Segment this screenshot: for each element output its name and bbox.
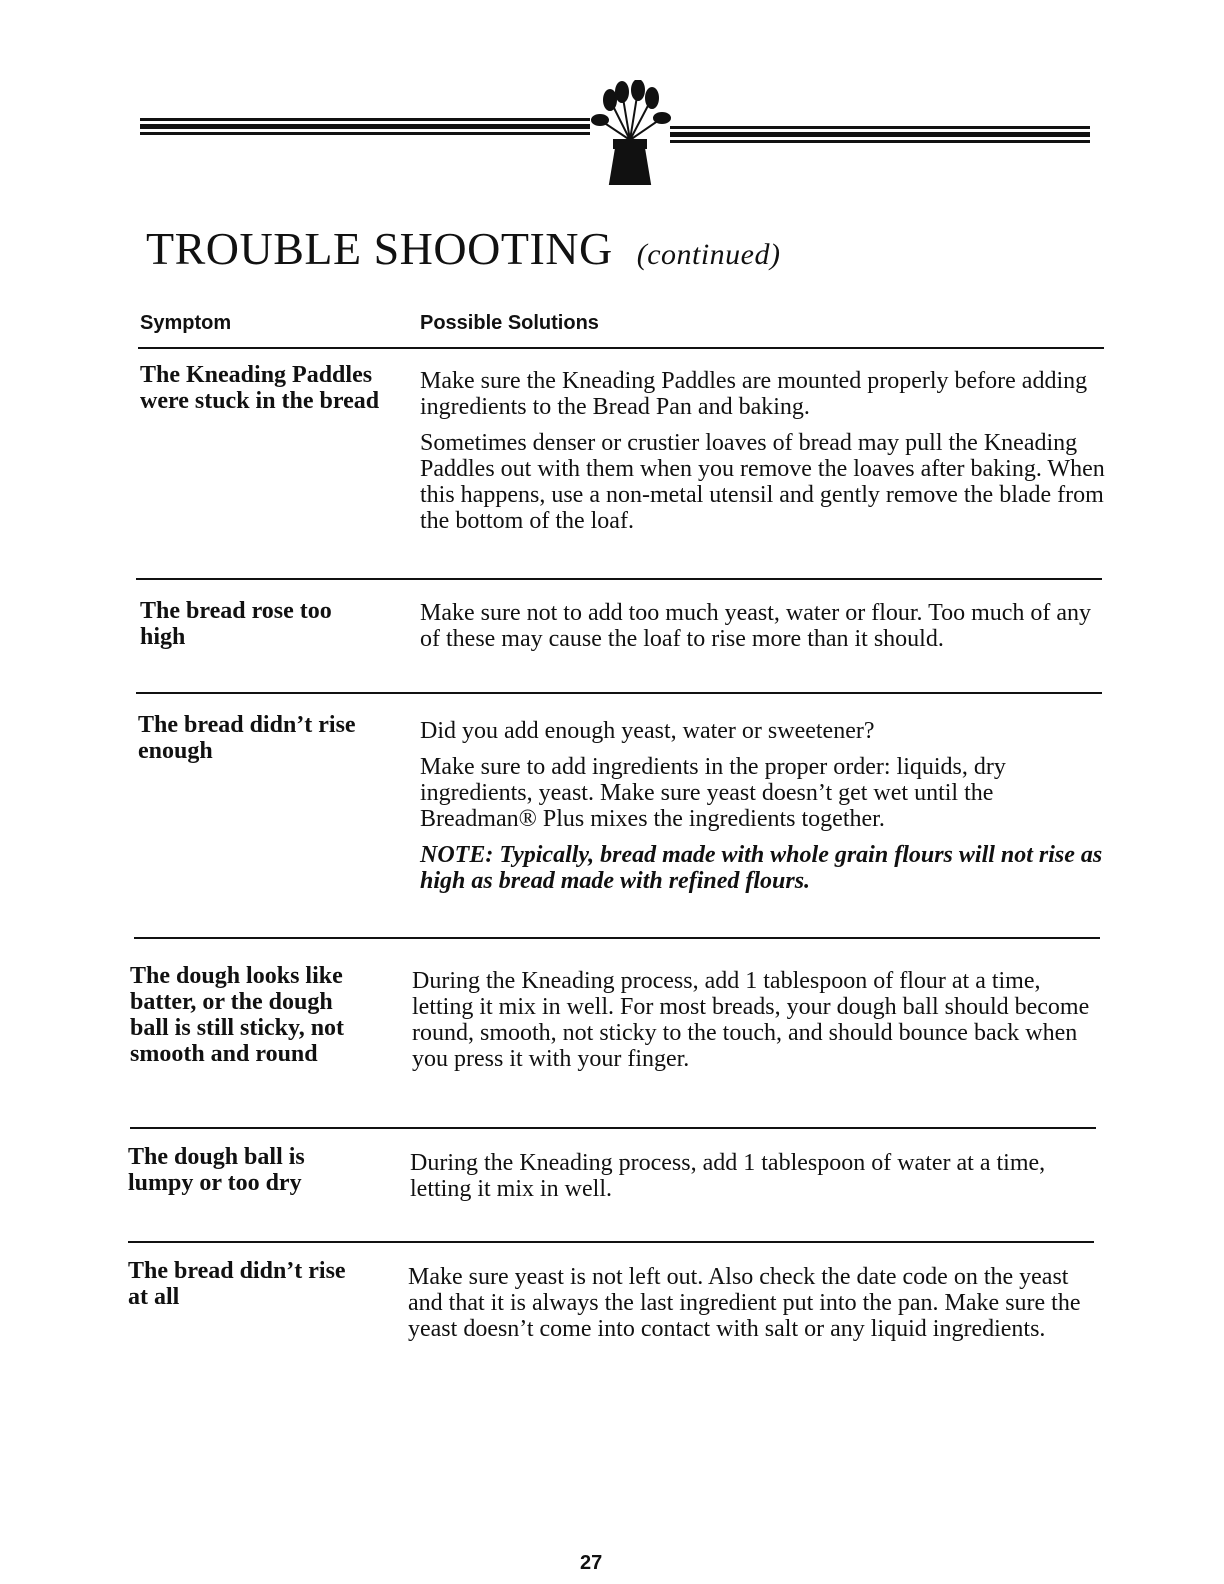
divider <box>138 347 1104 349</box>
solution-text: Make sure yeast is not left out. Also check the date code on the yeast and that it is always the last ingredient put into the pan. Make sure the yeast doesn’t come into contact with salt or any liquid ingredients. <box>408 1264 1081 1342</box>
symptom-cell: The bread didn’t rise at all <box>128 1258 346 1310</box>
header-rule-left <box>140 118 590 138</box>
header-ornament <box>140 112 1090 152</box>
symptom-cell: The dough ball is lumpy or too dry <box>128 1144 305 1196</box>
solution-text: Make sure the Kneading Paddles are mounted properly before adding ingredients to the Bread Pan and baking. <box>420 368 1088 420</box>
solution-cell <box>408 1264 1098 1352</box>
symptom-cell: The bread didn’t rise enough <box>138 712 356 764</box>
solution-cell <box>420 368 1110 544</box>
symptom-cell: The Kneading Paddles were stuck in the bread <box>140 362 380 414</box>
solution-cell <box>412 968 1102 1082</box>
title-suffix: (continued) <box>636 238 781 271</box>
solutions-header: Possible Solutions <box>420 312 599 334</box>
solution-text: Sometimes denser or crustier loaves of bread may pull the Kneading Paddles out with them when you remove the loaves after baking. When this happens, use a non-metal utensil and gently remove the blade from the bottom of the loaf. <box>420 430 1105 534</box>
symptom-cell: The bread rose too high <box>140 598 332 650</box>
solution-text: During the Kneading process, add 1 tablespoon of flour at a time, letting it mix in well. For most breads, your dough ball should become round, smooth, not sticky to the touch, and should bounce back when you press it with your finger. <box>412 968 1090 1072</box>
divider <box>130 1127 1096 1129</box>
solution-text: Make sure not to add too much yeast, water or flour. Too much of any of these may cause the loaf to rise more than it should. <box>420 600 1092 652</box>
page-title: TROUBLE SHOOTING (continued) <box>146 223 781 274</box>
note-text: NOTE: Typically, bread made with whole grain flours will not rise as high as bread made with refined flours. <box>420 842 1103 894</box>
divider <box>128 1241 1094 1243</box>
symptom-header: Symptom <box>140 312 232 334</box>
solution-cell <box>410 1150 1100 1212</box>
solution-cell <box>420 718 1110 904</box>
symptom-cell: The dough looks like batter, or the dough ball is still sticky, not smooth and round <box>130 963 345 1067</box>
header-rule-right <box>670 126 1090 146</box>
solution-text: Did you add enough yeast, water or sweetener? <box>420 718 875 744</box>
divider <box>136 692 1102 694</box>
divider <box>134 937 1100 939</box>
solution-cell <box>420 600 1110 662</box>
wheat-sheaf-icon <box>580 80 680 190</box>
solution-text: Make sure to add ingredients in the proper order: liquids, dry ingredients, yeast. Make sure yeast doesn’t get wet until the Breadman® Plus mixes the ingredients together. <box>420 754 1006 832</box>
solution-text: During the Kneading process, add 1 tablespoon of water at a time, letting it mix in well. <box>410 1150 1046 1202</box>
divider <box>136 578 1102 580</box>
page-number: 27 <box>580 1552 603 1574</box>
